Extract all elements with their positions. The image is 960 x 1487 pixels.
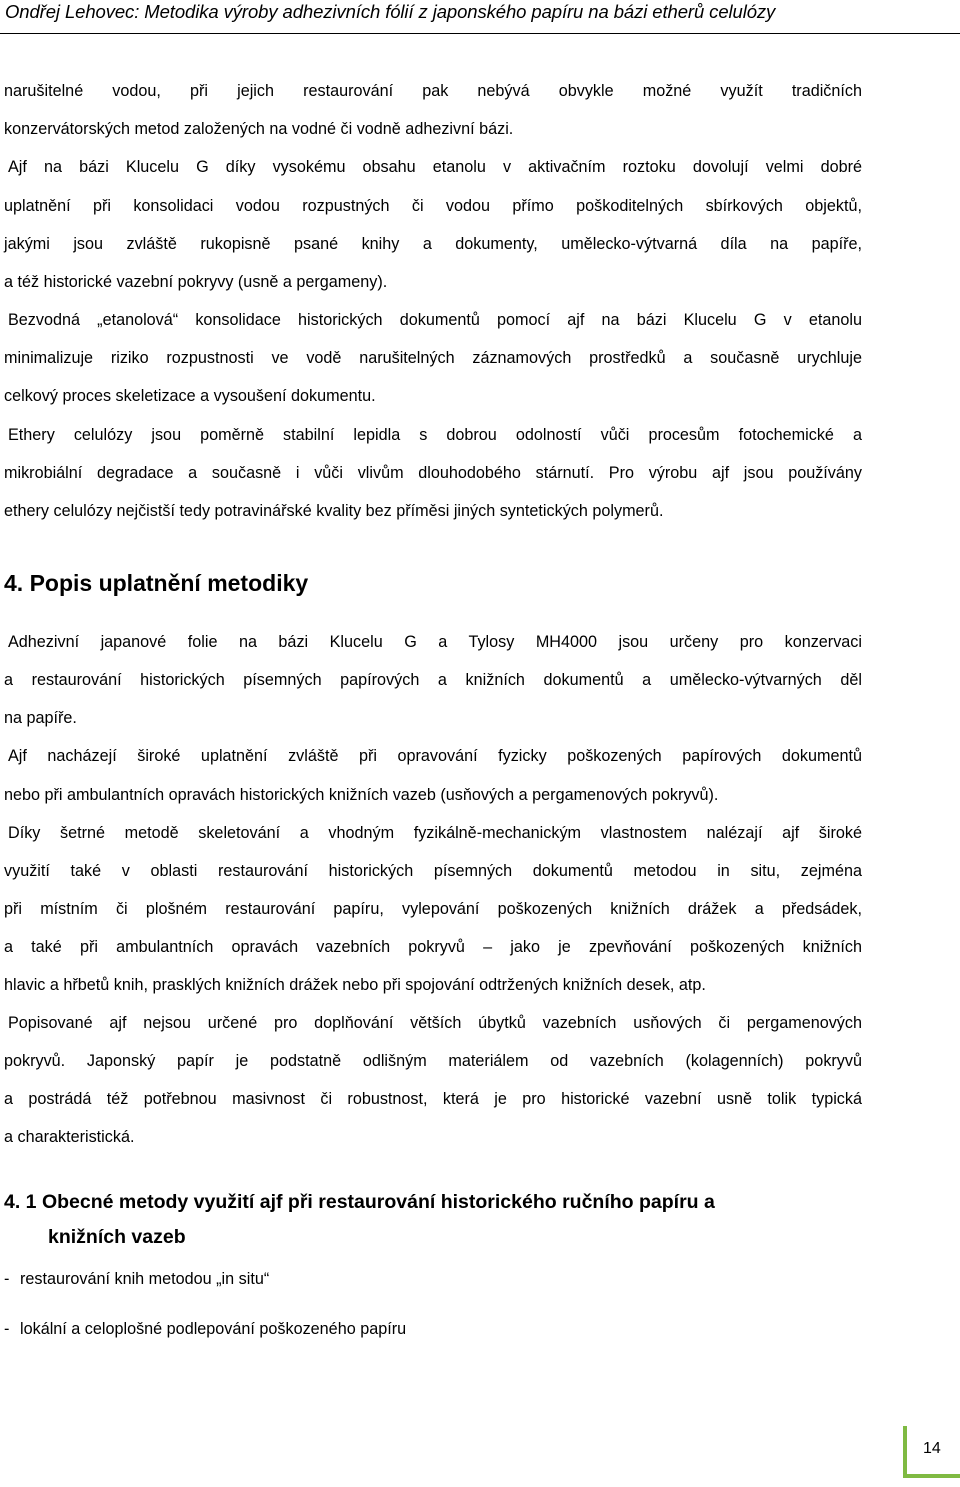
paragraph-line: konzervátorských metod založených na vodné či vodně adhezivní bázi. bbox=[4, 120, 514, 138]
paragraph-line: Popisované ajf nejsou určené pro doplňování větších úbytků vazebních usňových či pergamenových bbox=[8, 1014, 862, 1032]
page-number-frame bbox=[903, 1426, 960, 1478]
paragraph-line: Ethery celulózy jsou poměrně stabilní lepidla s dobrou odolností vůči procesům fotochemické a bbox=[8, 426, 862, 444]
paragraph-line: Adhezivní japanové folie na bázi Klucelu G a Tylosy MH4000 jsou určeny pro konzervaci bbox=[8, 633, 862, 651]
paragraph-line: jakými jsou zvláště rukopisně psané knihy a dokumenty, umělecko-výtvarná díla na papíře, bbox=[4, 235, 862, 253]
list-bullet: - bbox=[4, 1320, 10, 1338]
subsection-heading-continued: knižních vazeb bbox=[48, 1226, 186, 1248]
paragraph-line: při místním či plošném restaurování papíru, vylepování poškozených knižních drážek a předsádek, bbox=[4, 900, 862, 918]
paragraph-line: mikrobiální degradace a současně i vůči vlivům dlouhodobého stárnutí. Pro výrobu ajf jsou používány bbox=[4, 464, 862, 482]
paragraph-line: nebo při ambulantních opravách historických knižních vazeb (usňových a pergamenových pokryvů). bbox=[4, 786, 719, 804]
list-item-text: restaurování knih metodou „in situ“ bbox=[20, 1270, 270, 1288]
paragraph-line: uplatnění při konsolidaci vodou rozpustných či vodou přímo poškoditelných sbírkových objektů, bbox=[4, 197, 862, 215]
section-heading: 4. Popis uplatnění metodiky bbox=[4, 570, 309, 596]
paragraph-line: pokryvů. Japonský papír je podstatně odlišným materiálem od vazebních (kolagenních) pokryvů bbox=[4, 1052, 862, 1070]
paragraph-line: a postrádá též potřebnou masivnost či robustnost, která je pro historické vazební usně tolik typická bbox=[4, 1090, 862, 1108]
paragraph-line: Ajf nacházejí široké uplatnění zvláště při opravování fyzicky poškozených papírových dokumentů bbox=[8, 747, 862, 765]
paragraph-line: Bezvodná „etanolová“ konsolidace historických dokumentů pomocí ajf na bázi Klucelu G v etanolu bbox=[8, 311, 862, 329]
paragraph-line: narušitelné vodou, při jejich restaurování pak nebývá obvykle možné využít tradičních bbox=[4, 82, 862, 100]
paragraph-line: Díky šetrné metodě skeletování a vhodným fyzikálně-mechanickým vlastnostem nalézají ajf široké bbox=[8, 824, 862, 842]
paragraph-line: a také při ambulantních opravách vazebních pokryvů – jako je zpevňování poškozených knižních bbox=[4, 938, 862, 956]
paragraph-line: hlavic a hřbetů knih, prasklých knižních drážek nebo při spojování odtržených knižních desek, atp. bbox=[4, 976, 706, 994]
paragraph-line: využití také v oblasti restaurování historických písemných dokumentů metodou in situ, zejména bbox=[4, 862, 862, 880]
paragraph-line: celkový proces skeletizace a vysoušení dokumentu. bbox=[4, 387, 376, 405]
paragraph-line: ethery celulózy nejčistší tedy potravinářské kvality bez příměsi jiných syntetických polymerů. bbox=[4, 502, 664, 520]
running-header: Ondřej Lehovec: Metodika výroby adhezivních fólií z japonského papíru na bázi etherů celulózy bbox=[5, 1, 776, 22]
paragraph-line: a restaurování historických písemných papírových a knižních dokumentů a umělecko-výtvarných děl bbox=[4, 671, 862, 689]
paragraph-line: Ajf na bázi Klucelu G díky vysokému obsahu etanolu v aktivačním roztoku dovolují velmi dobré bbox=[8, 158, 862, 176]
list-item-text: lokální a celoplošné podlepování poškozeného papíru bbox=[20, 1320, 407, 1338]
paragraph-line: a též historické vazební pokryvy (usně a pergameny). bbox=[4, 273, 388, 291]
paragraph-line: minimalizuje riziko rozpustnosti ve vodě narušitelných záznamových prostředků a současně urychluje bbox=[4, 349, 862, 367]
subsection-heading: 4. 1 Obecné metody využití ajf při restaurování historického ručního papíru a bbox=[4, 1191, 715, 1213]
list-item bbox=[4, 1320, 406, 1339]
list-item bbox=[4, 1270, 269, 1289]
header-rule bbox=[0, 33, 960, 34]
paragraph-line: na papíře. bbox=[4, 709, 77, 727]
paragraph-line: a charakteristická. bbox=[4, 1128, 135, 1146]
list-bullet: - bbox=[4, 1270, 10, 1288]
page-number: 14 bbox=[923, 1440, 941, 1457]
